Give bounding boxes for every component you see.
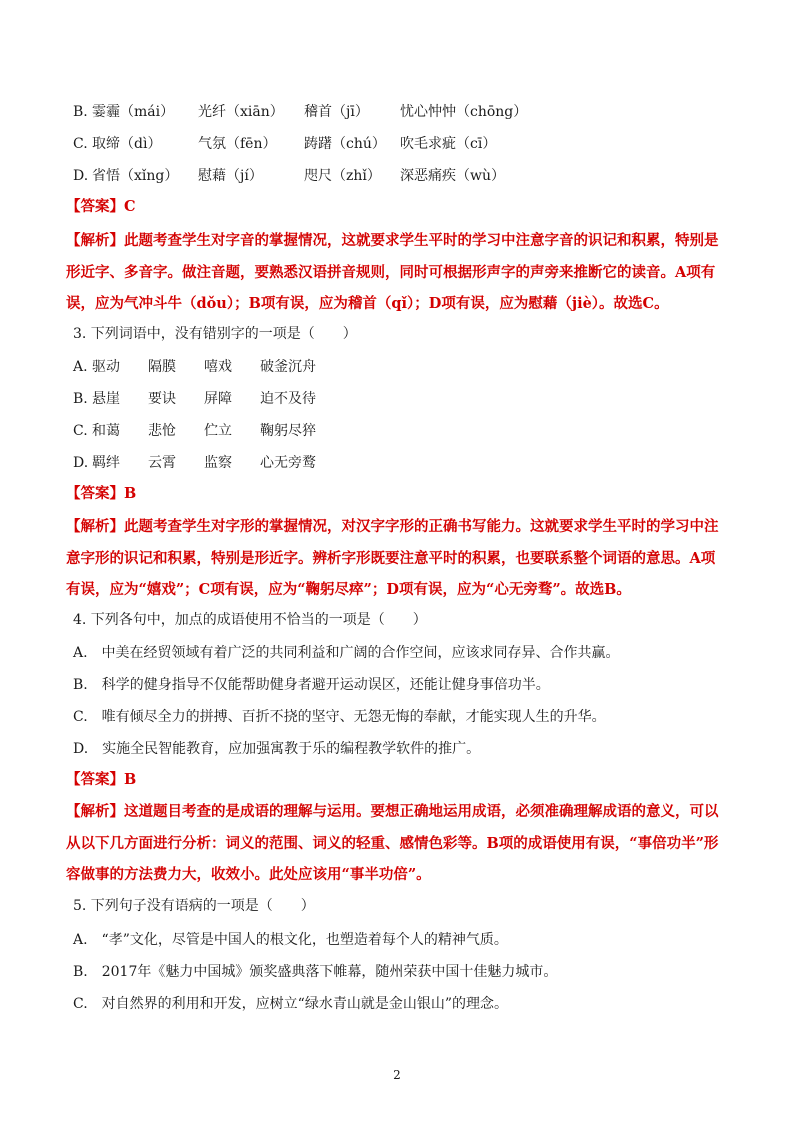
q2-analysis: 【解析】此题考查学生对字音的掌握情况，这就要求学生平时的学习中注意字音的识记和积累，特别是形近字、多音字。做注音题，要熟悉汉语拼音规则，同时可根据形声字的声旁来推断它的读音。A项有误，应为气冲斗牛（dǒu）；B项有误，应为稽首（qǐ）；D项有误，应为慰藉（jiè）。故选C。 — [66, 232, 719, 312]
q2-answer: 【答案】C — [66, 198, 136, 215]
q4-option-b: B. 科学的健身指导不仅能帮助健身者避开运动误区，还能让健身事倍功半。 — [73, 677, 550, 693]
q4-answer: 【答案】B — [66, 771, 137, 788]
q3-analysis: 【解析】此题考查学生对字形的掌握情况，对汉字字形的正确书写能力。这就要求学生平时的学习中注意字形的识记和积累，特别是形近字。辨析字形既要注意平时的积累，也要联系整个词语的意思。A项有误，应为“嬉戏”；C项有误，应为“鞠躬尽瘁”；D项有误，应为“心无旁骛”。故选B。 — [66, 518, 719, 598]
q4-stem: 4. 下列各句中，加点的成语使用不恰当的一项是（ ） — [73, 612, 427, 628]
q3-stem: 3. 下列词语中，没有错别字的一项是（ ） — [73, 326, 357, 342]
q4-option-d: D. 实施全民智能教育，应加强寓教于乐的编程教学软件的推广。 — [73, 741, 481, 757]
q3-answer: 【答案】B — [66, 485, 137, 502]
q5-option-b: B. 2017年《魅力中国城》颁奖盛典落下帷幕，随州荣获中国十佳魅力城市。 — [73, 964, 558, 980]
q5-option-a: A. “孝”文化，尽管是中国人的根文化，也塑造着每个人的精神气质。 — [73, 932, 508, 948]
page-number: 2 — [393, 1068, 401, 1082]
q4-option-c: C. 唯有倾尽全力的拼搏、百折不挠的坚守、无怨无悔的奉献，才能实现人生的升华。 — [73, 709, 606, 725]
q5-option-c: C. 对自然界的利用和开发，应树立“绿水青山就是金山银山”的理念。 — [73, 996, 508, 1012]
q5-stem: 5. 下列句子没有语病的一项是（ ） — [73, 898, 315, 914]
q4-option-a: A. 中美在经贸领域有着广泛的共同利益和广阔的合作空间，应该求同存异、合作共赢。 — [73, 645, 620, 661]
document-page: B. 霎霾（mái） 光纤（xiān） 稽首（jī） 忧心忡忡（chōng） C. 取缔（dì） 气氛（fēn） 踌躇（chú） 吹毛求疵（cī） D. 省悟（xǐng） 慰藉（jí） 咫尺（zhǐ） 深恶痛疾（wù） 【答案】C 【解析】此题考查学生对字音的掌握情况，这就要求学生平时的学习中注意字音的识记和积累，特别是形近字、多音字。做注音题，要熟悉汉语拼音规则，同时可根据形声字的声旁来推断它的读音。A项有误，应为气冲斗牛（dǒu）；B项有误，应为稽首（qǐ）；D项有误，应为慰藉（jiè）。故选C。 3. 下列词语中，没有错别字的一项是（ ） A. 驱动 隔膜 嘻戏 破釜沉舟 B. 悬崖 要诀 屏障 迫不及待 C. 和蔼 悲怆 伫立 鞠躬尽猝 D. 羁绊 云霄 监察 心无旁鹜 【答案】B 【解析】此题考查学生对字形的掌握情况，对汉字字形的正确书写能力。这就要求学生平时的学习中注意字形的识记和积累，特别是形近字。辨析字形既要注意平时的积累，也要联系整个词语的意思。A项有误，应为“嬉戏”；C项有误，应为“鞠躬尽瘁”；D项有误，应为“心无旁骛”。故选B。 4. 下列各句中，加点的成语使用不恰当的一项是（ ） A. 中美在经贸领域有着广泛的共同利益和广阔的合作空间，应该求同存异、合作共赢。 B. 科学的健身指导不仅能帮助健身者避开运动误区，还能让健身事倍功半。 C. 唯有倾尽全力的拼搏、百折不挠的坚守、无怨无悔的奉献，才能实现人生的升华。 D. 实施全民智能教育，应加强寓教于乐的编程教学软件的推广。 【答案】B 【解析】这道题目考查的是成语的理解与运用。要想正确地运用成语，必须准确理解成语的意义，可以从以下几方面进行分析：词义的范围、词义的轻重、感情色彩等。B项的成语使用有误，“事倍功半”形容做事的方法费力大，收效小。此处应该用“事半功倍”。 5. 下列句子没有语病的一项是（ ） A. “孝”文化，尽管是中国人的根文化，也塑造着每个人的精神气质。 B. 2017年《魅力中国城》颁奖盛典落下帷幕，随州荣获中国十佳魅力城市。 C. 对自然界的利用和开发，应树立“绿水青山就是金山银山”的理念。 2 — [0, 0, 794, 1123]
q4-analysis: 【解析】这道题目考查的是成语的理解与运用。要想正确地运用成语，必须准确理解成语的意义，可以从以下几方面进行分析：词义的范围、词义的轻重、感情色彩等。B项的成语使用有误，“事倍功半”形容做事的方法费力大，收效小。此处应该用“事半功倍”。 — [66, 803, 719, 883]
